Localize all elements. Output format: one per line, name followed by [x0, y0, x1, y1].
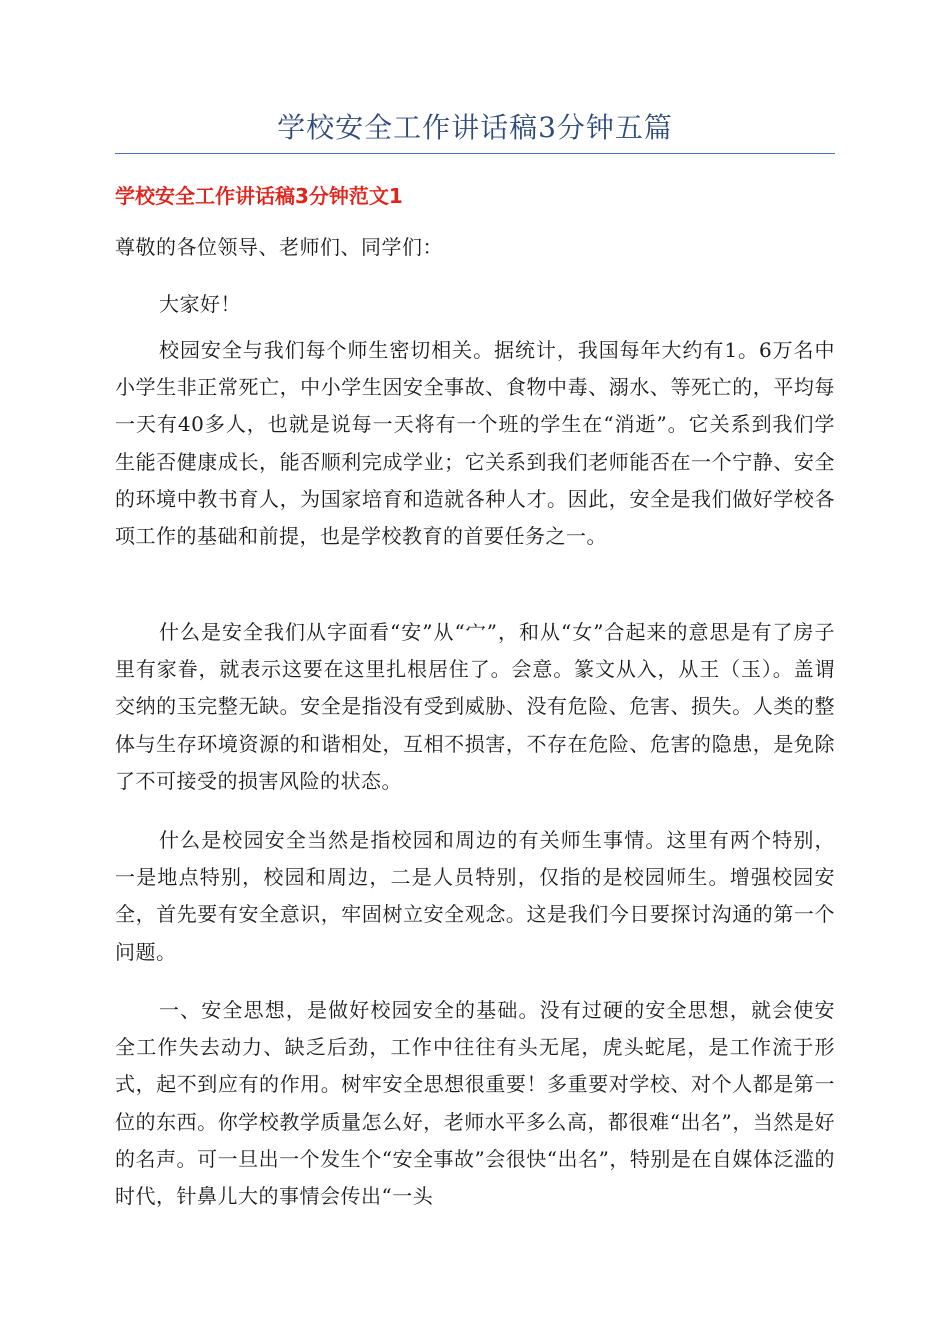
paragraph-1: 校园安全与我们每个师生密切相关。据统计，我国每年大约有1。6万名中小学生非正常死亡，中小学生因安全事故、食物中毒、溺水、等死亡的，平均每一天有40多人，也就是说每一天将有一个班的学生在“消逝”。它关系到我们学生能否健康成长，能否顺利完成学业；它关系到我们老师能否在一个宁静、安全的环境中教书育人，为国家培育和造就各种人才。因此，安全是我们做好学校各项工作的基础和前提，也是学校教育的首要任务之一。 — [115, 338, 835, 549]
salutation: 尊敬的各位领导、老师们、同学们： — [115, 235, 443, 259]
paragraph-4: 一、安全思想，是做好校园安全的基础。没有过硬的安全思想，就会使安全工作失去动力、缺乏后劲，工作中往往有头无尾，虎头蛇尾，是工作流于形式，起不到应有的作用。树牢安全思想很重要！多重要对学校、对个人都是第一位的东西。你学校教学质量怎么好，老师水平多么高，都很难“出名”，当然是好的名声。可一旦出一个发生个“安全事故”会很快“出名”，特别是在自媒体泛滥的时代，针鼻儿大的事情会传出“一头 — [115, 998, 835, 1209]
document-title: 学校安全工作讲话稿3分钟五篇 — [277, 111, 673, 144]
section-heading: 学校安全工作讲话稿3分钟范文1 — [115, 184, 403, 208]
greeting: 大家好！ — [159, 292, 241, 316]
paragraph-3: 什么是校园安全当然是指校园和周边的有关师生事情。这里有两个特别，一是地点特别，校园和周边，二是人员特别，仅指的是校园师生。增强校园安全，首先要有安全意识，牢固树立安全观念。这是我们今日要探讨沟通的第一个问题。 — [115, 828, 835, 964]
title-underline — [115, 153, 835, 154]
paragraph-2: 什么是安全我们从字面看“安”从“宀”，和从“女”合起来的意思是有了房子里有家眷，就表示这要在这里扎根居住了。会意。篆文从入，从王（玉）。盖谓交纳的玉完整无缺。安全是指没有受到威胁、没有危险、危害、损失。人类的整体与生存环境资源的和谐相处，互相不损害，不存在危险、危害的隐患，是免除了不可接受的损害风险的状态。 — [115, 620, 835, 793]
